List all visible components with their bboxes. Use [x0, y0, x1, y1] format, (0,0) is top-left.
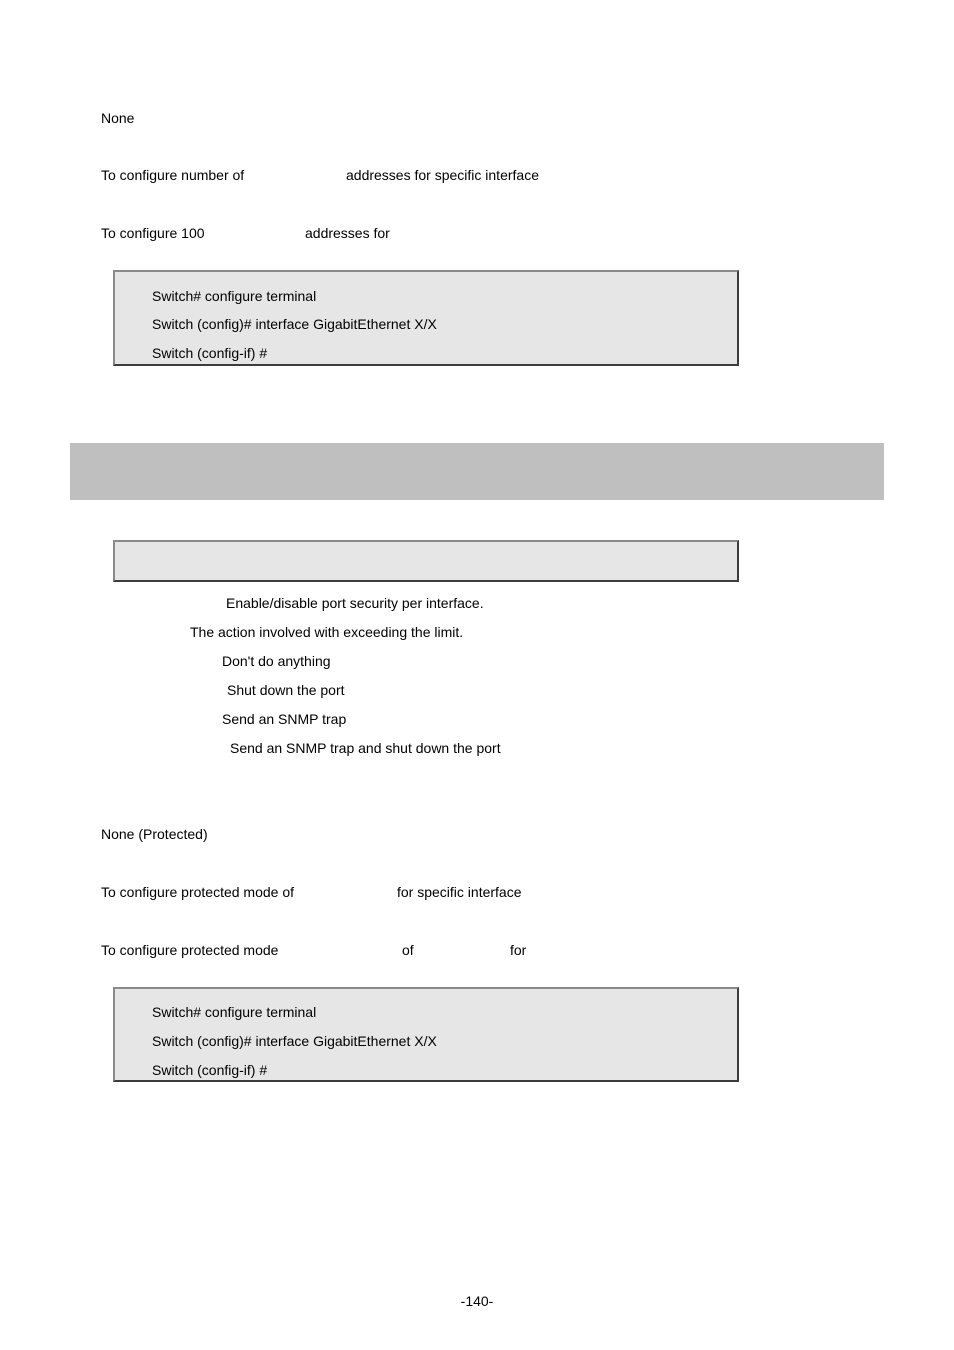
example-text-part1: To configure 100 [101, 225, 205, 241]
code-line: Switch# configure terminal [152, 1004, 317, 1020]
command-syntax-box [113, 540, 739, 582]
usage-text-part1: To configure protected mode of [101, 884, 295, 900]
code-line: Switch (config-if) # [152, 345, 268, 361]
example-text-part3: for [510, 942, 527, 958]
usage-text-part2: for specific interface [397, 884, 522, 900]
code-line: Switch (config-if) # [152, 1062, 268, 1078]
param-description: Send an SNMP trap [222, 711, 347, 727]
section-header-band [70, 443, 884, 500]
code-line: Switch (config)# interface GigabitEthernet X/X [152, 1033, 437, 1049]
code-line: Switch (config)# interface GigabitEthernet X/X [152, 316, 437, 332]
usage-text-part2: addresses for specific interface [346, 167, 539, 183]
page-number: -140- [460, 1293, 494, 1309]
usage-text-part1: To configure number of [101, 167, 245, 183]
default-value: None [101, 110, 135, 126]
param-description: Shut down the port [227, 682, 345, 698]
code-example-box [113, 270, 739, 366]
example-text-part2: addresses for [305, 225, 390, 241]
param-description: Send an SNMP trap and shut down the port [230, 740, 501, 756]
example-text-part1: To configure protected mode [101, 942, 279, 958]
param-description: Enable/disable port security per interface. [226, 595, 484, 611]
example-text-part2: of [402, 942, 414, 958]
param-description: The action involved with exceeding the limit. [190, 624, 464, 640]
default-value: None (Protected) [101, 826, 208, 842]
code-line: Switch# configure terminal [152, 288, 317, 304]
param-description: Don't do anything [222, 653, 331, 669]
code-example-box [113, 987, 739, 1082]
